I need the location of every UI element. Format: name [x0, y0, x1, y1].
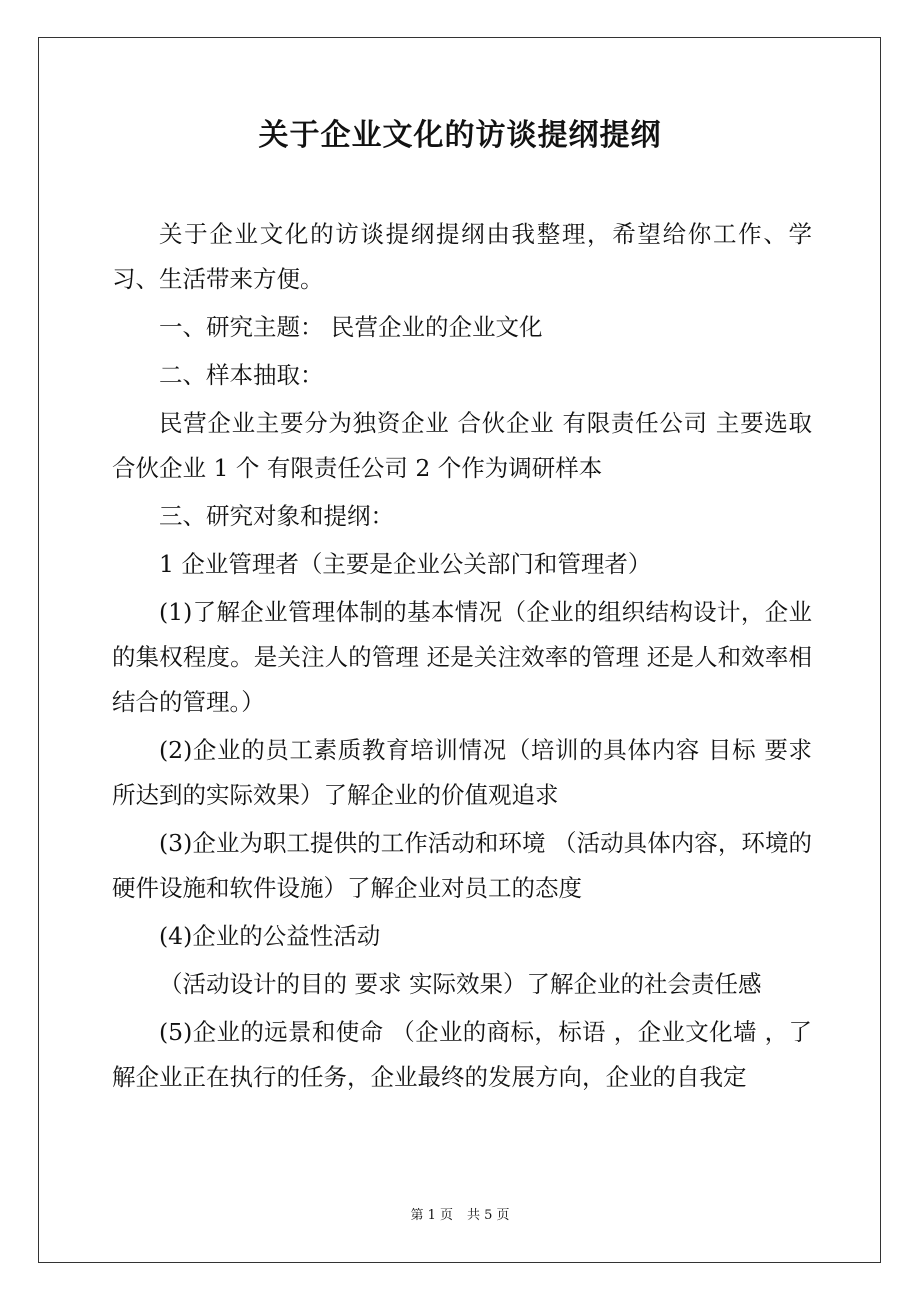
paragraph-item-5: (5)企业的远景和使命 （企业的商标，标语 ，企业文化墙 ，了解企业正在执行的任务，企业最终的发展方向，企业的自我定	[112, 1018, 812, 1091]
paragraph-sample-body: 民营企业主要分为独资企业 合伙企业 有限责任公司 主要选取合伙企业 1 个 有限责任公司 2 个作为调研样本	[112, 409, 812, 482]
paragraph-research-topic: 一、研究主题： 民营企业的企业文化	[159, 313, 543, 341]
paragraph-intro: 关于企业文化的访谈提纲提纲由我整理，希望给你工作、学习、生活带来方便。	[112, 220, 812, 293]
page-total: 共 5 页	[467, 1208, 510, 1223]
paragraph-item-4: (4)企业的公益性活动	[159, 922, 381, 950]
document-body	[112, 212, 812, 1103]
paragraph-managers: 1 企业管理者（主要是企业公关部门和管理者）	[159, 550, 652, 578]
paragraph-item-2: (2)企业的员工素质教育培训情况（培训的具体内容 目标 要求 所达到的实际效果）了解企业的价值观追求	[112, 736, 812, 809]
paragraph-sample-heading: 二、样本抽取：	[159, 361, 324, 389]
paragraph-item-3: (3)企业为职工提供的工作活动和环境 （活动具体内容，环境的硬件设施和软件设施）了解企业对员工的态度	[112, 829, 812, 902]
document-title: 关于企业文化的访谈提纲提纲	[258, 118, 662, 153]
page-number: 第 1 页	[410, 1208, 453, 1223]
page-footer	[0, 1207, 920, 1225]
paragraph-outline-heading: 三、研究对象和提纲：	[159, 502, 394, 530]
paragraph-item-1: (1)了解企业管理体制的基本情况（企业的组织结构设计，企业的集权程度。是关注人的管理 还是关注效率的管理 还是人和效率相结合的管理。）	[112, 598, 812, 716]
paragraph-item-4-detail: （活动设计的目的 要求 实际效果）了解企业的社会责任感	[159, 970, 762, 998]
